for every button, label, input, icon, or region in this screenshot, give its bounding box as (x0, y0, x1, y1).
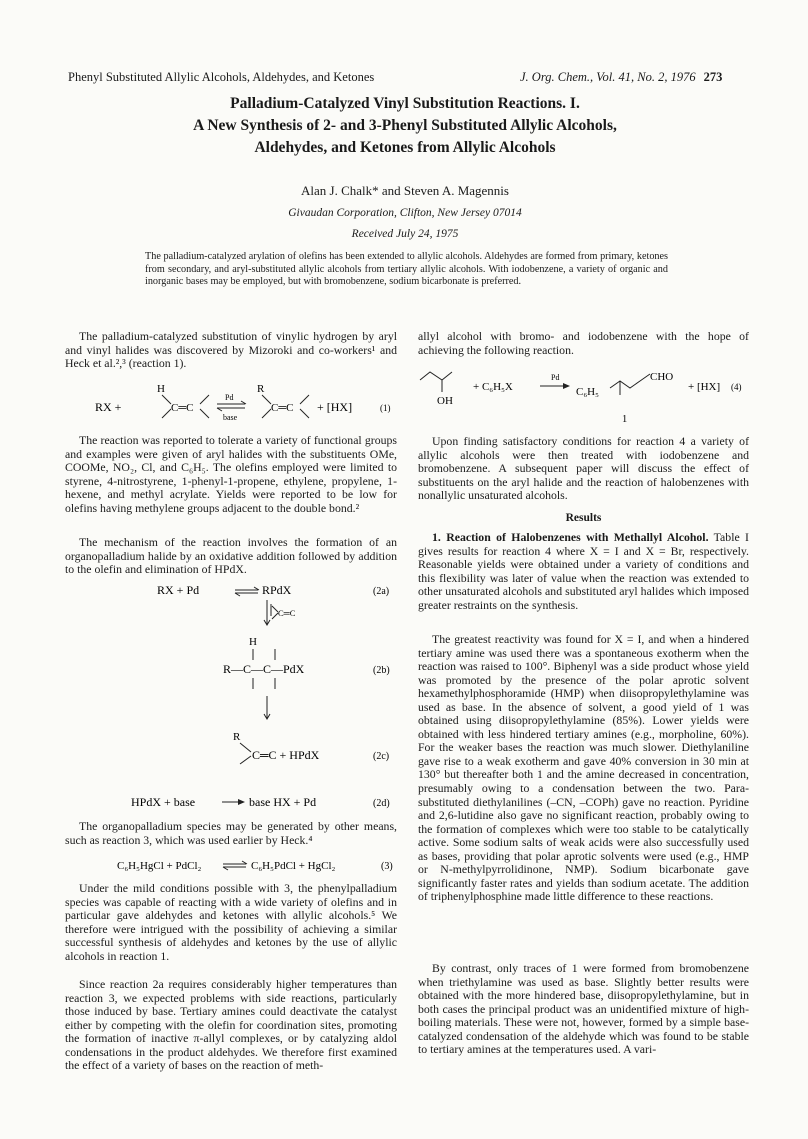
svg-text:+ [HX]: + [HX] (317, 400, 353, 414)
left-paragraph-4: The organopalladium species may be generated by other means, such as reaction 3, which was used earlier by Heck.⁴ (65, 819, 397, 847)
svg-text:R: R (233, 731, 241, 743)
title-line-2: A New Synthesis of 2- and 3-Phenyl Substituted Allylic Alcohols, (193, 117, 617, 134)
svg-text:(2b): (2b) (373, 665, 390, 676)
svg-text:H: H (157, 383, 165, 395)
svg-text:(2a): (2a) (373, 586, 390, 597)
left-paragraph-2: The reaction was reported to tolerate a variety of functional groups and examples were given of aryl halides with the substituents OMe, COOMe, NO₂, Cl, and C₆H₅. The olefins employed were limited to styrene, 4-nitrostyrene, 1-phenyl-1-propene, ethylene, propylene, 1-hexene, and methyl acrylate. Yields were reported to be low for olefins having methylene groups adjacent to the double bond.² (65, 433, 397, 515)
svg-text:(4): (4) (731, 382, 742, 392)
journal-citation (520, 70, 722, 85)
svg-text:R: R (257, 383, 265, 395)
results-heading: Results (565, 512, 602, 524)
equation-4 (418, 368, 753, 428)
svg-text:Pd: Pd (551, 373, 560, 382)
svg-text:(2c): (2c) (373, 751, 390, 762)
svg-text:(2d): (2d) (373, 798, 390, 809)
left-paragraph-1: The palladium-catalyzed substitution of vinylic hydrogen by aryl and vinyl halides was discovered by Mizoroki and co-workers¹ and Heck et al.²,³ (reaction 1). (65, 329, 397, 371)
right-paragraph-2: Upon finding satisfactory conditions for reaction 4 a variety of allylic alcohols were then treated with iodobenzene and bromobenzene. A subsequent paper will discuss the effect of substituents on the aryl halide and the reaction of halobenzenes with nonallylic unsaturated alcohols. (418, 434, 749, 503)
svg-text:C═C: C═C (171, 402, 194, 414)
svg-text:Pd: Pd (225, 393, 234, 402)
svg-text:(3): (3) (381, 861, 393, 872)
svg-text:+ C₆H₅X: + C₆H₅X (473, 381, 513, 393)
svg-text:H: H (249, 636, 257, 648)
equation-3 (65, 851, 400, 879)
running-title: Phenyl Substituted Allylic Alcohols, Aldehydes, and Ketones (68, 70, 375, 84)
left-paragraph-6: Since reaction 2a requires considerably higher temperatures than reaction 3, we expected problems with side reactions, particularly those induced by base. Tertiary amines could deactivate the catalyst either by competing with the olefin for coordination sites, promoting the formation of inactive π-allyl complexes, or by catalyzing aldol condensations in the product aldehydes. We therefore first examined the effect of a variety of bases on the reaction of meth- (65, 977, 397, 1073)
journal-name: J. Org. Chem., Vol. 41, No. 2, 1976 (520, 70, 696, 84)
authors: Alan J. Chalk* and Steven A. Magennis (301, 183, 509, 198)
svg-text:C═C: C═C (278, 608, 296, 618)
title-line-3: Aldehydes, and Ketones from Allylic Alcohols (254, 139, 556, 156)
svg-text:RX +: RX + (95, 400, 122, 414)
article-title (60, 93, 750, 159)
svg-text:C═C: C═C (271, 402, 294, 414)
svg-text:base: base (223, 413, 238, 422)
abstract: The palladium-catalyzed arylation of olefins has been extended to allylic alcohols. Aldehydes are formed from primary, ketones from secondary, and aryl-substituted allylic alcohols from tertiary allylic alcohols. With iodobenzene, a variety of organic and inorganic bases may be employed, but with bromobenzene, sodium bicarbonate is preferred. (145, 251, 668, 288)
svg-text:+ [HX]: + [HX] (688, 381, 721, 393)
left-paragraph-5: Under the mild conditions possible with 3, the phenylpalladium species was capable of reacting with a wide variety of olefins and in particular gave aldehydes and ketones with allylic alcohols.⁵ We therefore were intrigued with the possibility of achieving a similar successful synthesis of aldehydes and ketones by the use of allylic alcohols in reaction 1. (65, 881, 397, 963)
svg-text:RPdX: RPdX (262, 583, 292, 597)
svg-text:C₆H₅PdCl + HgCl₂: C₆H₅PdCl + HgCl₂ (251, 860, 336, 872)
equation-1 (65, 380, 400, 428)
right-paragraph-3: 1. Reaction of Halobenzenes with Methallyl Alcohol. Table I gives results for reaction 4 where X = I and X = Br, respectively. Reasonable yields were obtained under a variety of conditions and this flexibility was later of value when the reaction was extended to other unsaturated alcohols and substituted aryl halides which imposed greater restraints on the synthesis. (418, 530, 749, 612)
svg-text:C₆H₅: C₆H₅ (576, 386, 599, 398)
svg-text:CHO: CHO (650, 371, 674, 383)
svg-text:R—C—C—PdX: R—C—C—PdX (223, 662, 305, 676)
left-paragraph-3: The mechanism of the reaction involves the formation of an organopalladium halide by an oxidative addition followed by addition to the olefin and elimination of HPdX. (65, 535, 397, 577)
right-paragraph-1: allyl alcohol with bromo- and iodobenzene with the hope of achieving the following reaction. (418, 329, 749, 357)
title-line-1: Palladium-Catalyzed Vinyl Substitution Reactions. I. (230, 95, 580, 112)
right-paragraph-4: The greatest reactivity was found for X = I, and when a hindered tertiary amine was used there was a spontaneous exotherm when the reaction was raised to 100°. Biphenyl was a side product whose yield was promoted by the presence of the polar aprotic solvent hexamethylphosphoramide (HMP) when diisopropylethylamine was used as base. In the absence of solvent, a good yield of 1 was obtained using diisopropylethylamine (85%). Lower yields were obtained with less hindered tertiary amines (e.g., morpholine, 60%). For the weaker bases the reaction was much slower. Diethylaniline gave rise to a weak exotherm and gave 40% conversion in 30 min at 130° but thereafter both 1 and the amine decreased in concentration, presumably owing to a condensation between the two. Para-substituted diethylanilines (–CN, –COPh) gave no reaction. Pyridine and 2,6-lutidine also gave no significant reaction, probably owing to the formation of complexes which were too stable to be catalytically active. Some sodium salts of weak acids were also successfully used as bases, providing that polar aprotic solvents were used (e.g., HMP or N-methylpyrrolidinone, NMP). Sodium bicarbonate gave significantly faster rates and yields than sodium acetate. The addition of triphenylphosphine made little difference to these reactions. (418, 632, 749, 904)
svg-text:1: 1 (622, 414, 628, 425)
affiliation: Givaudan Corporation, Clifton, New Jersey 07014 (288, 207, 522, 219)
svg-text:HPdX + base: HPdX + base (131, 795, 196, 809)
svg-text:(1): (1) (380, 403, 391, 413)
received-date: Received July 24, 1975 (351, 228, 459, 240)
mechanism-scheme (65, 578, 400, 840)
right-paragraph-5: By contrast, only traces of 1 were formed from bromobenzene when triethylamine was used as base. Slightly better results were obtained with the more hindered base, diisopropylethylamine, but in both cases the principal product was an unidentified mixture of high-boiling materials. These were not, however, formed by a simple base-catalyzed condensation of the aldehyde which was found to be stable to tertiary amines at the temperatures used. A vari- (418, 961, 749, 1057)
svg-text:RX + Pd: RX + Pd (157, 583, 200, 597)
svg-text:OH: OH (437, 395, 453, 407)
page-number: 273 (703, 70, 723, 84)
svg-text:base HX + Pd: base HX + Pd (249, 795, 317, 809)
svg-text:C═C + HPdX: C═C + HPdX (252, 748, 320, 762)
section-1-title: 1. Reaction of Halobenzenes with Methallyl Alcohol. (432, 530, 709, 544)
svg-text:C₆H₅HgCl + PdCl₂: C₆H₅HgCl + PdCl₂ (117, 860, 202, 872)
